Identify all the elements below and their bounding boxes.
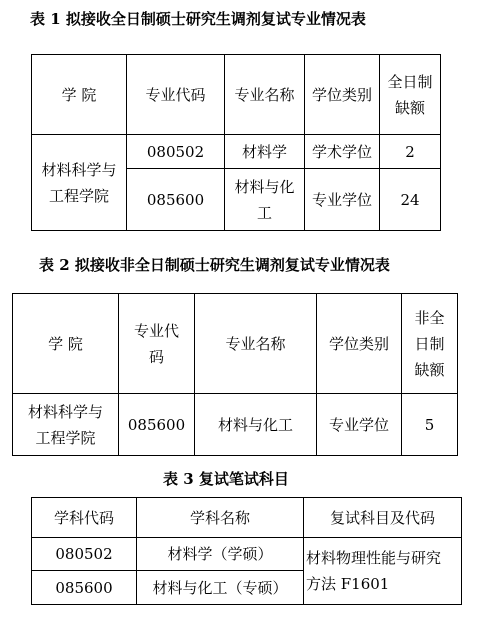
header-major-name: 专业名称	[225, 55, 305, 135]
header-major-code: 专业代 码	[119, 294, 195, 394]
degree-type-cell: 学术学位	[305, 135, 380, 169]
major-code-cell: 080502	[127, 135, 225, 169]
table-row	[32, 135, 441, 169]
major-name-cell: 材料与化 工	[225, 169, 305, 231]
header-degree-type: 学位类别	[305, 55, 380, 135]
vacancy-cell: 24	[380, 169, 441, 231]
subject-name-cell: 材料学（学硕）	[137, 538, 304, 571]
header-major-code: 专业代码	[127, 55, 225, 135]
vacancy-cell: 5	[402, 394, 458, 456]
table3-header-row	[32, 498, 462, 538]
table1-header-row	[32, 55, 441, 135]
header-vacancy: 全日制 缺额	[380, 55, 441, 135]
table2	[12, 293, 458, 456]
major-code-cell: 085600	[119, 394, 195, 456]
header-exam-subject: 复试科目及代码	[304, 498, 462, 538]
table2-header-row	[13, 294, 458, 394]
major-name-cell: 材料与化工	[195, 394, 317, 456]
subject-code-cell: 085600	[32, 571, 137, 605]
header-major-name: 专业名称	[195, 294, 317, 394]
header-subject-name: 学科名称	[137, 498, 304, 538]
college-cell: 材料科学与 工程学院	[13, 394, 119, 456]
table3	[31, 497, 462, 605]
table-row	[32, 538, 462, 571]
major-code-cell: 085600	[127, 169, 225, 231]
degree-type-cell: 专业学位	[317, 394, 402, 456]
header-college: 学 院	[13, 294, 119, 394]
exam-subject-cell: 材料物理性能与研究 方法 F1601	[304, 538, 462, 605]
header-degree-type: 学位类别	[317, 294, 402, 394]
header-college: 学 院	[32, 55, 127, 135]
degree-type-cell: 专业学位	[305, 169, 380, 231]
subject-name-cell: 材料与化工（专硕）	[137, 571, 304, 605]
table-row	[13, 394, 458, 456]
table1	[31, 54, 441, 231]
college-cell: 材料科学与 工程学院	[32, 135, 127, 231]
subject-code-cell: 080502	[32, 538, 137, 571]
header-subject-code: 学科代码	[32, 498, 137, 538]
table2-title: 表 2 拟接收非全日制硕士研究生调剂复试专业情况表	[39, 256, 390, 274]
major-name-cell: 材料学	[225, 135, 305, 169]
table1-title: 表 1 拟接收全日制硕士研究生调剂复试专业情况表	[30, 10, 366, 28]
table3-title: 表 3 复试笔试科目	[163, 470, 289, 488]
header-vacancy: 非全 日制 缺额	[402, 294, 458, 394]
vacancy-cell: 2	[380, 135, 441, 169]
